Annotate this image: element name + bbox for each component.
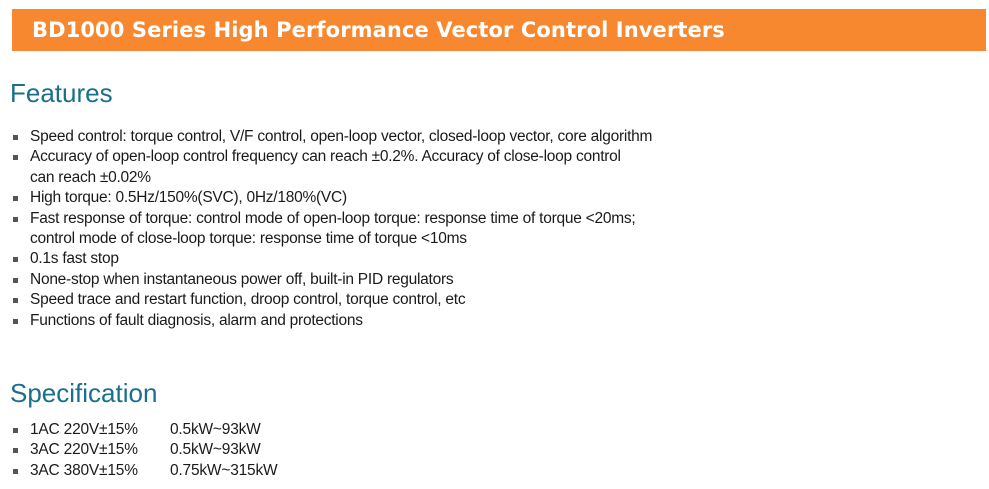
bullet-icon bbox=[13, 257, 18, 262]
feature-item-fast-stop bbox=[12, 249, 712, 269]
spec-item bbox=[12, 461, 277, 481]
feature-item-speed-control bbox=[12, 127, 712, 147]
feature-line: control mode of close-loop torque: response time of torque <10ms bbox=[30, 230, 467, 248]
features-list bbox=[12, 127, 712, 331]
feature-line: Fast response of torque: control mode of open-loop torque: response time of torque <20ms; bbox=[30, 209, 636, 227]
spec-power: 0.5kW~93kW bbox=[170, 421, 261, 438]
feature-line: High torque: 0.5Hz/150%(SVC), 0Hz/180%(VC) bbox=[30, 189, 347, 207]
spec-voltage: 3AC 220V±15% bbox=[30, 441, 138, 459]
feature-item-accuracy bbox=[12, 147, 712, 188]
feature-item-torque-response bbox=[12, 209, 712, 250]
feature-item-high-torque bbox=[12, 188, 712, 208]
bullet-icon bbox=[13, 217, 18, 222]
bullet-icon bbox=[13, 469, 18, 474]
feature-item-speed-trace bbox=[12, 290, 712, 310]
bullet-icon bbox=[13, 155, 18, 160]
spec-voltage: 3AC 380V±15% bbox=[30, 461, 138, 479]
feature-line: Accuracy of open-loop control frequency can reach ±0.2%. Accuracy of close-loop control bbox=[30, 148, 621, 166]
spec-item bbox=[12, 440, 277, 460]
bullet-icon bbox=[13, 448, 18, 453]
feature-line: Functions of fault diagnosis, alarm and protections bbox=[30, 311, 363, 329]
spec-voltage: 1AC 220V±15% bbox=[30, 421, 138, 438]
feature-line: None-stop when instantaneous power off, built-in PID regulators bbox=[30, 270, 454, 288]
title-bar bbox=[12, 9, 986, 51]
specification-list bbox=[12, 420, 277, 481]
bullet-icon bbox=[13, 278, 18, 283]
feature-line: 0.1s fast stop bbox=[30, 250, 119, 268]
specification-heading: Specification bbox=[10, 378, 158, 408]
bullet-icon bbox=[13, 135, 18, 140]
features-heading: Features bbox=[10, 78, 113, 108]
feature-line: Speed trace and restart function, droop control, torque control, etc bbox=[30, 291, 466, 309]
bullet-icon bbox=[13, 319, 18, 324]
spec-power: 0.75kW~315kW bbox=[170, 461, 278, 479]
feature-item-fault-diagnosis bbox=[12, 311, 712, 331]
bullet-icon bbox=[13, 428, 18, 433]
page-title: BD1000 Series High Performance Vector Control Inverters bbox=[32, 18, 725, 42]
feature-line: Speed control: torque control, V/F control, open-loop vector, closed-loop vector, core algorithm bbox=[30, 128, 653, 145]
spec-item bbox=[12, 420, 277, 440]
bullet-icon bbox=[13, 298, 18, 303]
feature-line: can reach ±0.02% bbox=[30, 168, 151, 186]
feature-item-non-stop bbox=[12, 270, 712, 290]
spec-power: 0.5kW~93kW bbox=[170, 441, 261, 459]
bullet-icon bbox=[13, 196, 18, 201]
